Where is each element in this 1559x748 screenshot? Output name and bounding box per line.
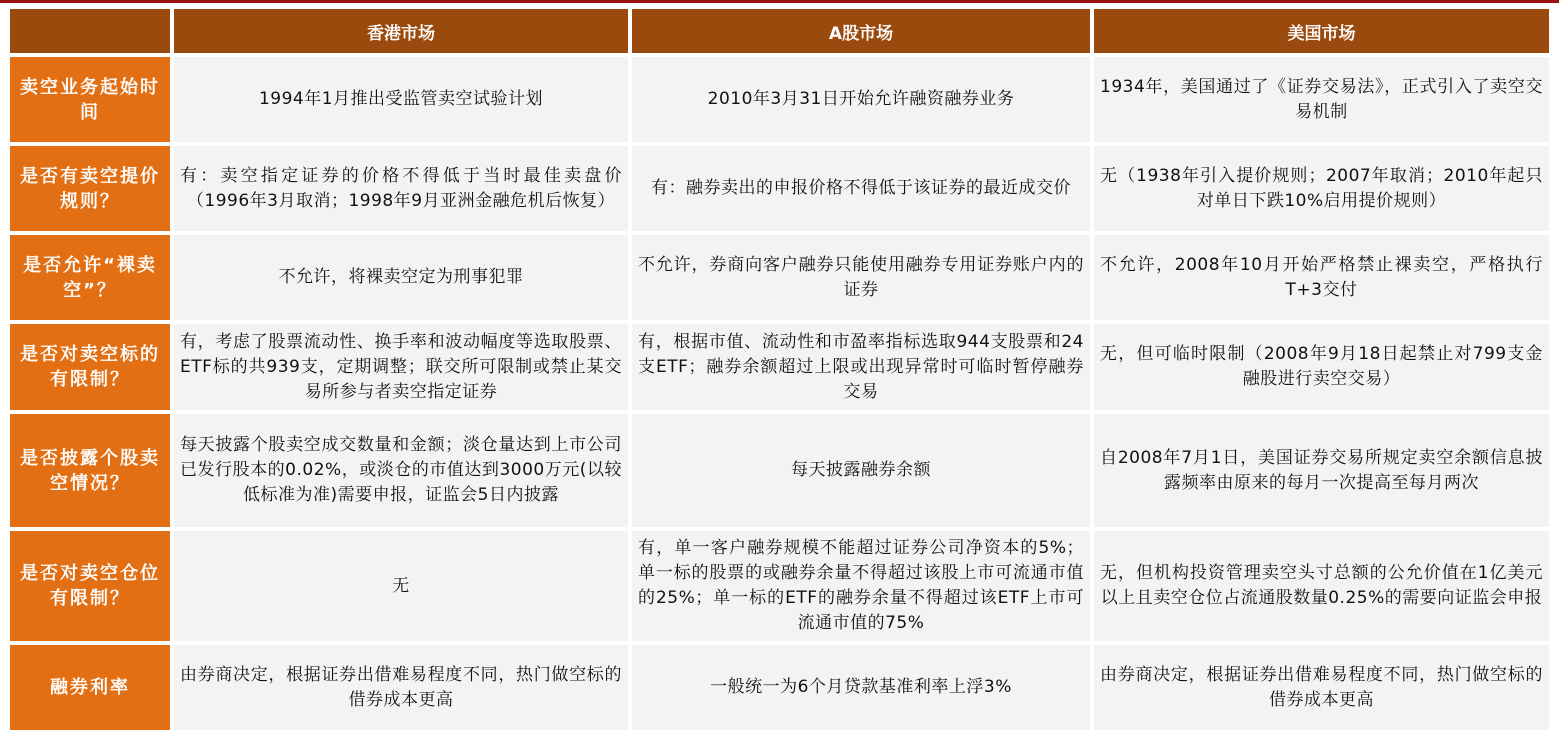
cell-us: 由券商决定，根据证券出借难易程度不同，热门做空标的借券成本更高	[1094, 645, 1549, 730]
table-row	[10, 531, 1549, 641]
cell-us: 无，但机构投资管理卖空头寸总额的公允价值在1亿美元以上且卖空仓位占流通股数量0.25%的需要向证监会申报	[1094, 531, 1549, 641]
header-hong-kong-market: 香港市场	[174, 9, 628, 53]
table-row	[10, 235, 1549, 320]
row-label-naked-short: 是否允许“裸卖空”？	[10, 235, 170, 320]
header-us-market: 美国市场	[1094, 9, 1549, 53]
cell-hk: 无	[174, 531, 628, 641]
table-header-row	[10, 9, 1549, 53]
row-label-target-restriction: 是否对卖空标的有限制？	[10, 324, 170, 410]
table-row	[10, 57, 1549, 142]
cell-us: 无，但可临时限制（2008年9月18日起禁止对799支金融股进行卖空交易）	[1094, 324, 1549, 410]
cell-a-share: 有：融券卖出的申报价格不得低于该证券的最近成交价	[632, 146, 1090, 231]
top-accent-line	[0, 0, 1559, 3]
cell-a-share: 不允许，券商向客户融券只能使用融券专用证券账户内的证券	[632, 235, 1090, 320]
cell-a-share: 一般统一为6个月贷款基准利率上浮3%	[632, 645, 1090, 730]
table-row	[10, 146, 1549, 231]
cell-us: 1934年，美国通过了《证券交易法》，正式引入了卖空交易机制	[1094, 57, 1549, 142]
row-label-position-limit: 是否对卖空仓位有限制？	[10, 531, 170, 641]
cell-hk: 有，考虑了股票流动性、换手率和波动幅度等选取股票、ETF标的共939支，定期调整；联交所可限制或禁止某交易所参与者卖空指定证券	[174, 324, 628, 410]
cell-a-share: 每天披露融券余额	[632, 414, 1090, 527]
cell-hk: 不允许，将裸卖空定为刑事犯罪	[174, 235, 628, 320]
cell-us: 自2008年7月1日，美国证券交易所规定卖空余额信息披露频率由原来的每月一次提高至每月两次	[1094, 414, 1549, 527]
cell-hk: 由券商决定，根据证券出借难易程度不同，热门做空标的借券成本更高	[174, 645, 628, 730]
cell-a-share: 2010年3月31日开始允许融资融券业务	[632, 57, 1090, 142]
table-row	[10, 645, 1549, 730]
header-corner-cell	[10, 9, 170, 53]
table-row	[10, 324, 1549, 410]
cell-us: 不允许，2008年10月开始严格禁止裸卖空，严格执行T+3交付	[1094, 235, 1549, 320]
row-label-uptick-rule: 是否有卖空提价规则？	[10, 146, 170, 231]
header-a-share-market: A股市场	[632, 9, 1090, 53]
cell-hk: 有：卖空指定证券的价格不得低于当时最佳卖盘价（1996年3月取消；1998年9月亚洲金融危机后恢复）	[174, 146, 628, 231]
cell-us: 无（1938年引入提价规则；2007年取消；2010年起只对单日下跌10%启用提价规则）	[1094, 146, 1549, 231]
row-label-borrow-rate: 融券利率	[10, 645, 170, 730]
cell-a-share: 有，单一客户融券规模不能超过证券公司净资本的5%；单一标的股票的或融券余量不得超过该股上市可流通市值的25%；单一标的ETF的融券余量不得超过该ETF上市可流通市值的75%	[632, 531, 1090, 641]
row-label-disclosure: 是否披露个股卖空情况？	[10, 414, 170, 527]
short-selling-comparison-table	[6, 5, 1553, 734]
table-row	[10, 414, 1549, 527]
cell-hk: 每天披露个股卖空成交数量和金额；淡仓量达到上市公司已发行股本的0.02%，或淡仓的市值达到3000万元(以较低标准为准)需要申报，证监会5日内披露	[174, 414, 628, 527]
cell-hk: 1994年1月推出受监管卖空试验计划	[174, 57, 628, 142]
row-label-start-time: 卖空业务起始时间	[10, 57, 170, 142]
cell-a-share: 有，根据市值、流动性和市盈率指标选取944支股票和24支ETF；融券余额超过上限或出现异常时可临时暂停融券交易	[632, 324, 1090, 410]
